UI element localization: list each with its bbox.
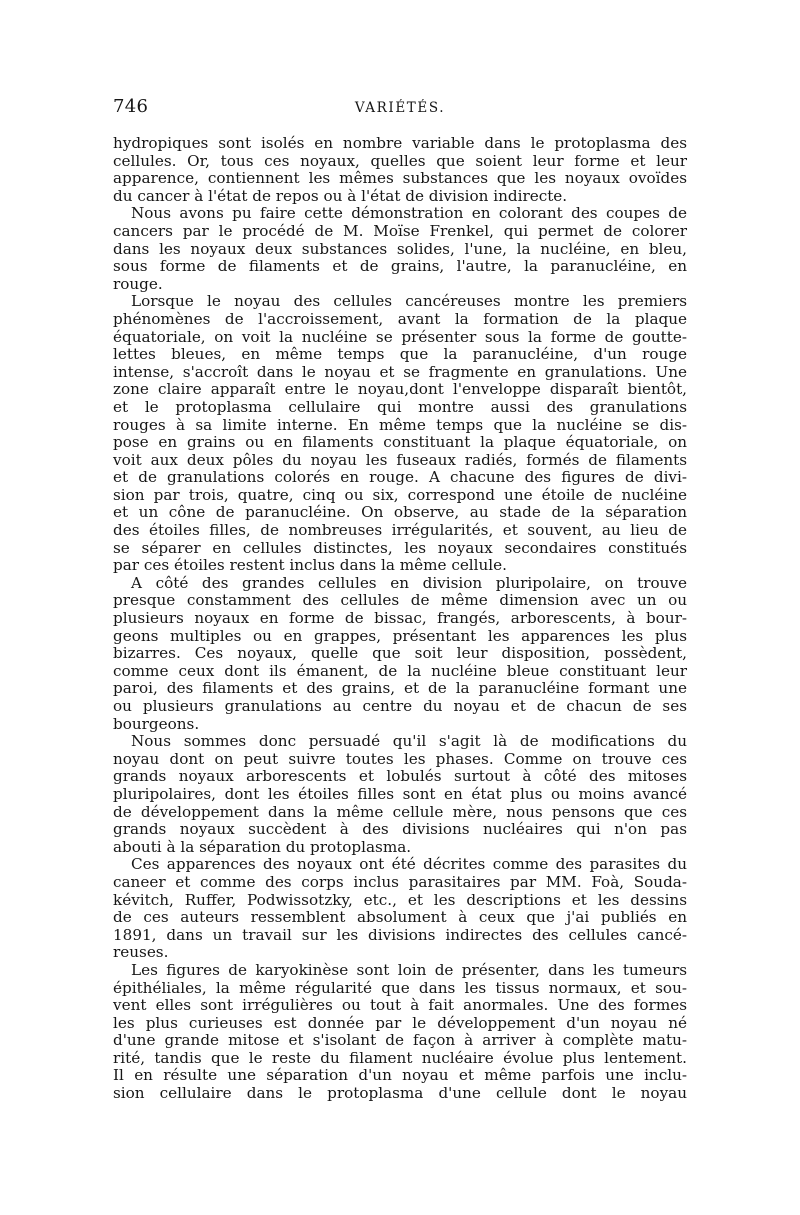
text-line: Ces apparences des noyaux ont été décrites comme des parasites du <box>131 855 687 874</box>
running-head-title: VARIÉTÉS. <box>354 100 446 116</box>
body-text <box>113 135 687 1103</box>
text-line: reuses. <box>113 943 169 962</box>
text-line: rité, tandis que le reste du filament nucléaire évolue plus lentement. <box>113 1048 687 1067</box>
text-line: épithéliales, la même régularité que dans les tissus normaux, et sou- <box>113 978 687 997</box>
text-line: se séparer en cellules distinctes, les noyaux secondaires constitués <box>113 538 687 557</box>
text-line: kévitch, Ruffer, Podwissotzky, etc., et les descriptions et les dessins <box>113 890 687 909</box>
text-line: presque constamment des cellules de même dimension avec un ou <box>113 591 687 610</box>
text-line: et de granulations colorés en rouge. A chacune des figures de divi- <box>113 468 687 487</box>
text-line: hydropiques sont isolés en nombre variable dans le protoplasma des <box>113 134 687 152</box>
text-line: apparence, contiennent les mêmes substances que les noyaux ovoïdes <box>113 169 687 188</box>
text-line: pose en grains ou en filaments constituant la plaque équatoriale, on <box>113 433 687 452</box>
text-line: abouti à la séparation du protoplasma. <box>113 837 412 856</box>
text-line: paroi, des filaments et des grains, et de la paranucléine formant une <box>113 679 687 698</box>
text-line: plusieurs noyaux en forme de bissac, frangés, arborescents, à bour- <box>113 609 687 628</box>
text-line: comme ceux dont ils émanent, de la nucléine bleue constituant leur <box>113 661 687 680</box>
text-line: zone claire apparaît entre le noyau,dont l'enveloppe disparaît bientôt, <box>113 380 687 399</box>
text-line: sion par trois, quatre, cinq ou six, correspond une étoile de nucléine <box>113 485 687 504</box>
text-line: intense, s'accroît dans le noyau et se fragmente en granulations. Une <box>113 362 687 381</box>
text-line: grands noyaux arborescents et lobulés surtout à côté des mitoses <box>113 767 687 786</box>
text-line: par ces étoiles restent inclus dans la même cellule. <box>113 556 507 575</box>
text-line: et un cône de paranucléine. On observe, au stade de la séparation <box>113 503 687 522</box>
text-line: du cancer à l'état de repos ou à l'état de division indirecte. <box>113 186 568 205</box>
running-head <box>113 96 687 120</box>
text-line: sion cellulaire dans le protoplasma d'une cellule dont le noyau <box>113 1084 687 1103</box>
text-line: sous forme de filaments et de grains, l'autre, la paranucléine, en <box>113 257 687 276</box>
text-line: bizarres. Ces noyaux, quelle que soit leur disposition, possèdent, <box>113 644 687 663</box>
text-line: d'une grande mitose et s'isolant de façon à arriver à complète matu- <box>113 1031 687 1050</box>
text-line: rouge. <box>113 274 163 293</box>
text-line: bourgeons. <box>113 714 200 733</box>
text-line: Les figures de karyokinèse sont loin de présenter, dans les tumeurs <box>131 960 687 979</box>
text-line: Lorsque le noyau des cellules cancéreuses montre les premiers <box>131 292 687 311</box>
text-line: Il en résulte une séparation d'un noyau et même parfois une inclu- <box>113 1066 687 1085</box>
text-line: de ces auteurs ressemblent absolument à ceux que j'ai publiés en <box>113 908 687 927</box>
text-line: dans les noyaux deux substances solides, l'une, la nucléine, en bleu, <box>113 239 687 258</box>
text-line: de développement dans la même cellule mère, nous pensons que ces <box>113 802 687 821</box>
text-line: ou plusieurs granulations au centre du noyau et de chacun de ses <box>113 697 687 715</box>
page-number: 746 <box>113 96 149 117</box>
text-line: lettes bleues, en même temps que la paranucléine, d'un rouge <box>113 345 687 364</box>
text-line: et le protoplasma cellulaire qui montre aussi des granulations <box>113 397 687 416</box>
text-line: vent elles sont irrégulières ou tout à fait anormales. Une des formes <box>113 996 687 1015</box>
text-line: geons multiples ou en grappes, présentant les apparences les plus <box>113 626 687 645</box>
text-line: Nous sommes donc persuadé qu'il s'agit là de modifications du <box>131 732 687 751</box>
text-line: équatoriale, on voit la nucléine se présenter sous la forme de goutte- <box>113 327 687 346</box>
text-line: pluripolaires, dont les étoiles filles sont en état plus ou moins avancé <box>113 784 687 803</box>
text-line: Nous avons pu faire cette démonstration en colorant des coupes de <box>131 204 687 223</box>
text-line: cellules. Or, tous ces noyaux, quelles que soient leur forme et leur <box>113 151 687 170</box>
text-line: les plus curieuses est donnée par le développement d'un noyau né <box>113 1013 687 1032</box>
text-line: A côté des grandes cellules en division pluripolaire, on trouve <box>131 573 687 592</box>
text-line: caneer et comme des corps inclus parasitaires par MM. Foà, Souda- <box>113 872 687 891</box>
text-line: voit aux deux pôles du noyau les fuseaux radiés, formés de filaments <box>113 450 687 469</box>
text-line: des étoiles filles, de nombreuses irrégularités, et souvent, au lieu de <box>113 521 687 540</box>
text-line: phénomènes de l'accroissement, avant la formation de la plaque <box>113 309 687 328</box>
text-line: 1891, dans un travail sur les divisions indirectes des cellules cancé- <box>113 925 687 944</box>
text-line: rouges à sa limite interne. En même temps que la nucléine se dis- <box>113 415 687 434</box>
text-line: cancers par le procédé de M. Moïse Frenkel, qui permet de colorer <box>113 221 687 240</box>
text-line: grands noyaux succèdent à des divisions nucléaires qui n'on pas <box>113 820 687 839</box>
text-line: noyau dont on peut suivre toutes les phases. Comme on trouve ces <box>113 749 687 768</box>
